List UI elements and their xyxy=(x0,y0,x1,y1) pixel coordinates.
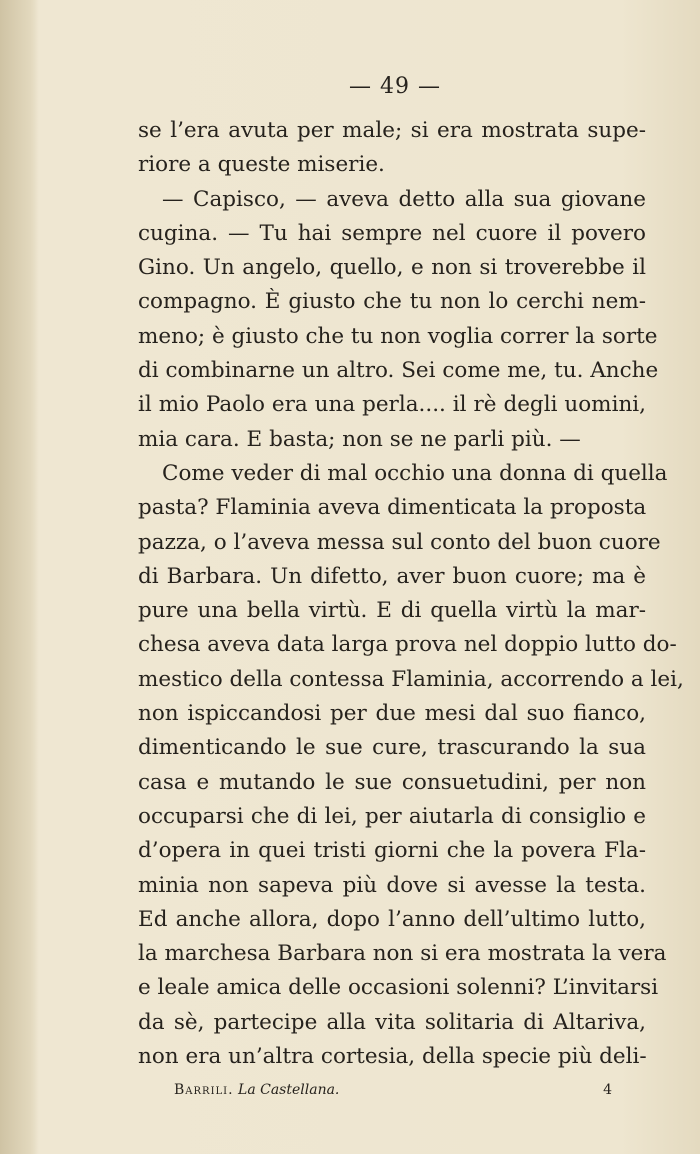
text-line: di combinarne un altro. Sei come me, tu. Anche xyxy=(138,358,659,384)
text-line: e leale amica delle occasioni solenni? L’invitarsi xyxy=(138,975,659,1001)
text-line: pazza, o l’aveva messa sul conto del buon cuore xyxy=(138,529,661,555)
body-text xyxy=(138,114,684,1074)
text-line: di Barbara. Un difetto, aver buon cuore; ma è xyxy=(138,563,646,589)
text-line: minia non sapeva più dove si avesse la testa. xyxy=(138,872,646,898)
text-line: Ed anche allora, dopo l’anno dell’ultimo lutto, xyxy=(138,906,646,932)
footer-author: Barrili. xyxy=(174,1082,234,1098)
text-line: cugina. — Tu hai sempre nel cuore il povero xyxy=(138,220,646,246)
text-line: pasta? Flaminia aveva dimenticata la proposta xyxy=(138,495,647,521)
text-line: da sè, partecipe alla vita solitaria di Altariva, xyxy=(138,1009,646,1035)
text-line: d’opera in quei tristi giorni che la povera Fla- xyxy=(138,838,646,864)
text-line: Come veder di mal occhio una donna di quella xyxy=(162,460,668,486)
footer-title: La Castellana. xyxy=(238,1082,340,1098)
text-line: mia cara. E basta; non se ne parli più. — xyxy=(138,426,581,452)
page-number: — 49 — xyxy=(349,74,441,99)
page-footer xyxy=(174,1082,612,1098)
signature-mark: 4 xyxy=(603,1082,612,1098)
text-line: se l’era avuta per male; si era mostrata supe- xyxy=(138,118,646,143)
text-line: casa e mutando le sue consuetudini, per non xyxy=(138,769,646,795)
text-line: meno; è giusto che tu non voglia correr la sorte xyxy=(138,323,658,349)
text-line: non ispiccandosi per due mesi dal suo fianco, xyxy=(138,701,646,727)
text-line: non era un’altra cortesia, della specie più deli- xyxy=(138,1044,647,1070)
text-line: compagno. È giusto che tu non lo cerchi nem- xyxy=(138,289,646,315)
text-line: la marchesa Barbara non si era mostrata la vera xyxy=(138,941,667,967)
text-line: occuparsi che di lei, per aiutarla di consiglio e xyxy=(138,803,646,829)
text-line: — Capisco, — aveva detto alla sua giovane xyxy=(162,186,646,212)
text-line: chesa aveva data larga prova nel doppio lutto do- xyxy=(138,632,677,658)
text-line: pure una bella virtù. E di quella virtù la mar- xyxy=(138,598,646,624)
text-line: mestico della contessa Flaminia, accorrendo a lei, xyxy=(138,666,684,692)
text-line: dimenticando le sue cure, trascurando la sua xyxy=(138,735,646,761)
binding-gutter xyxy=(0,0,38,1154)
text-line: Gino. Un angelo, quello, e non si troverebbe il xyxy=(138,255,646,281)
text-line: riore a queste miserie. xyxy=(138,152,385,178)
text-line: il mio Paolo era una perla.... il rè degli uomini, xyxy=(138,392,646,418)
